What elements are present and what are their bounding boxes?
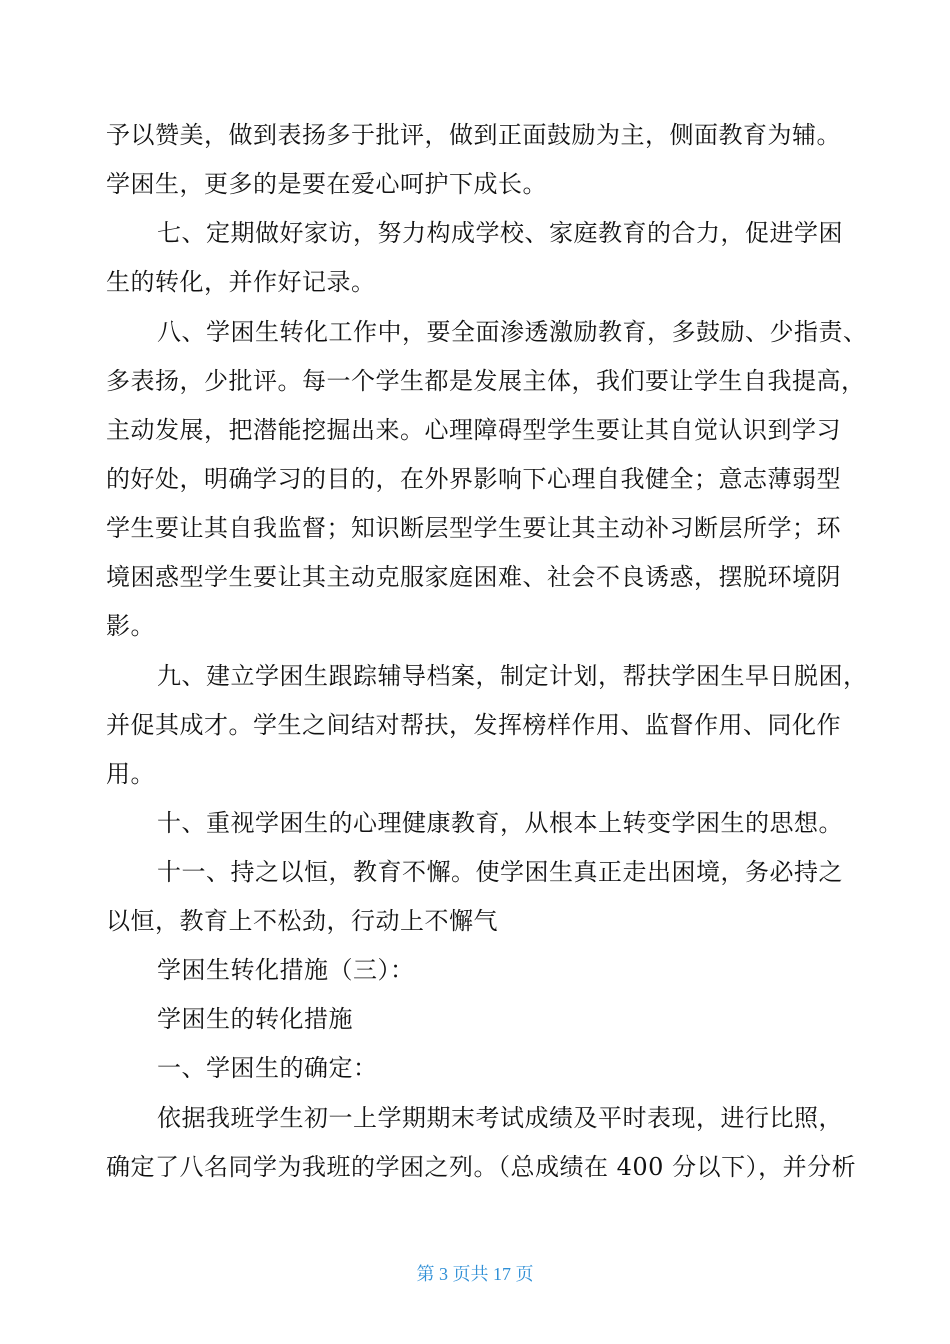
text-line: 七、定期做好家访，努力构成学校、家庭教育的合力，促进学困 [157, 219, 843, 247]
text-line: 主动发展，把潜能挖掘出来。心理障碍型学生要让其自觉认识到学习 [106, 416, 841, 444]
text-line: 生的转化，并作好记录。 [106, 268, 376, 296]
text-line: 确定了八名同学为我班的学困之列。（总成绩在 400 分以下），并分析 [106, 1153, 857, 1181]
page-number-footer: 第 3 页共 17 页 [416, 1264, 534, 1284]
text-line: 一、学困生的确定： [157, 1054, 378, 1082]
text-line: 十、重视学困生的心理健康教育，从根本上转变学困生的思想。 [157, 809, 843, 837]
text-line: 影。 [106, 612, 155, 640]
text-line: 用。 [106, 760, 155, 788]
text-line: 依据我班学生初一上学期期末考试成绩及平时表现，进行比照， [157, 1104, 843, 1132]
section-subheading: 学困生的转化措施 [157, 1005, 353, 1033]
text-line: 的好处，明确学习的目的，在外界影响下心理自我健全；意志薄弱型 [106, 465, 841, 493]
text-line: 以恒，教育上不松劲，行动上不懈气 [106, 907, 498, 935]
text-line: 学困生，更多的是要在爱心呵护下成长。 [106, 170, 547, 198]
text-line: 予以赞美，做到表扬多于批评，做到正面鼓励为主，侧面教育为辅。 [106, 121, 841, 149]
text-line: 境困惑型学生要让其主动克服家庭困难、社会不良诱惑，摆脱环境阴 [106, 563, 841, 591]
text-line: 并促其成才。学生之间结对帮扶，发挥榜样作用、监督作用、同化作 [106, 711, 841, 739]
text-line: 学生要让其自我监督；知识断层型学生要让其主动补习断层所学；环 [106, 514, 841, 542]
text-line: 八、学困生转化工作中，要全面渗透激励教育，多鼓励、少指责、 [157, 318, 868, 346]
text-line: 十一、持之以恒，教育不懈。使学困生真正走出困境，务必持之 [157, 858, 843, 886]
text-line: 九、建立学困生跟踪辅导档案，制定计划，帮扶学困生早日脱困， [157, 662, 868, 690]
section-heading: 学困生转化措施（三）： [157, 956, 415, 984]
text-line: 多表扬，少批评。每一个学生都是发展主体，我们要让学生自我提高， [106, 367, 866, 395]
